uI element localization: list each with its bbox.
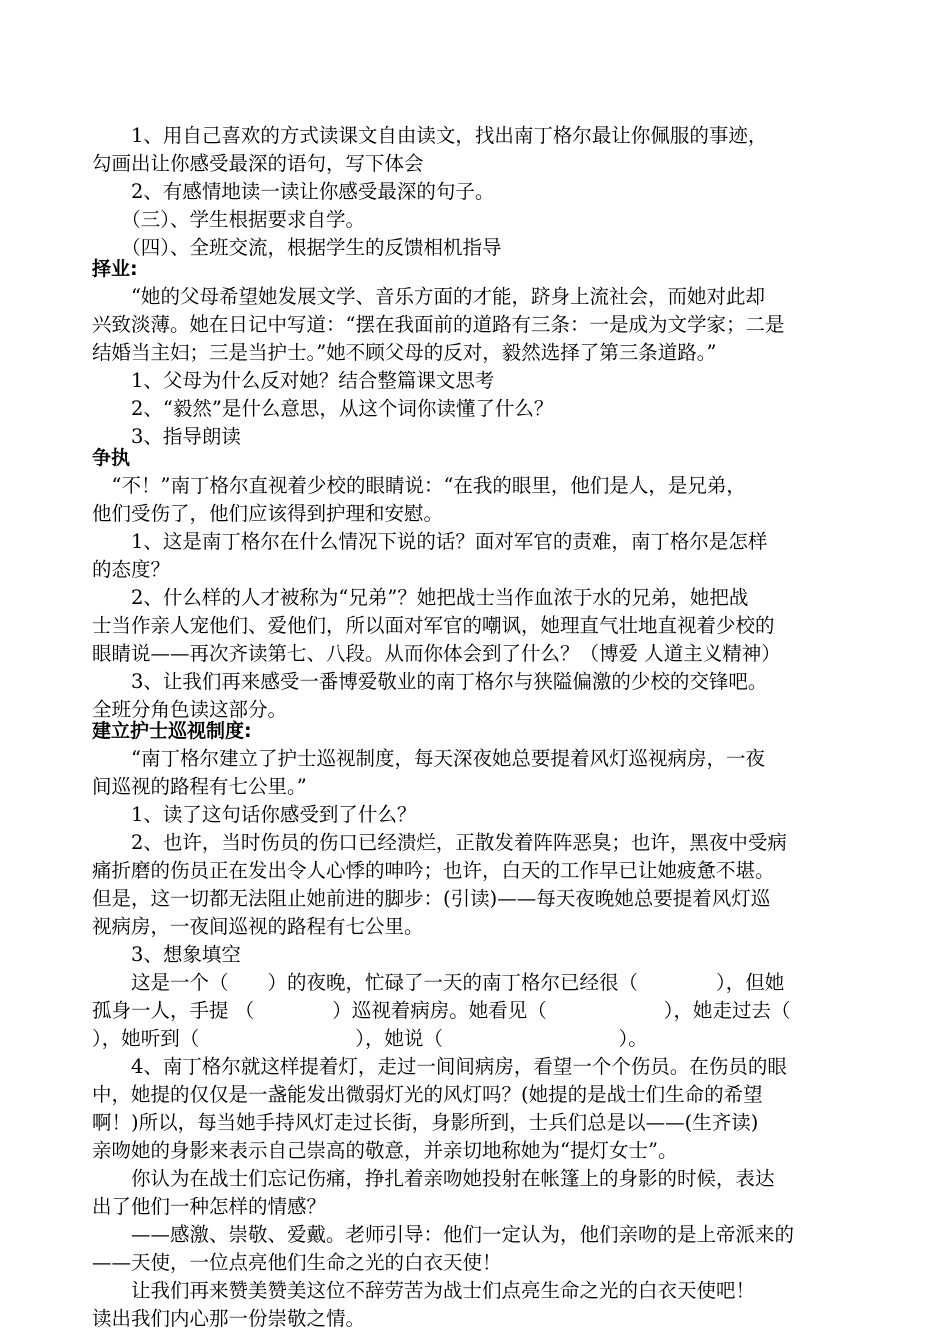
patrol-line-10: 孤身一人，手提 （ ）巡视着病房。她看见（ ），她走过去（ [92, 999, 791, 1022]
intro-line-3: 2、有感情地读一读让你感受最深的句子。 [92, 180, 495, 203]
dispute-line-5: 2、什么样的人才被称为“兄弟”？她把战士当作血浓于水的兄弟，她把战 [92, 586, 749, 609]
career-line-2: 兴致淡薄。她在日记中写道：“摆在我面前的道路有三条：一是成为文学家；二是 [92, 313, 785, 336]
patrol-line-19: ——天使，一位点亮他们生命之光的白衣天使！ [92, 1251, 502, 1274]
intro-line-1: 1、用自己喜欢的方式读课文自由读文，找出南丁格尔最让你佩服的事迹， [92, 124, 768, 147]
dispute-line-4: 的态度？ [92, 558, 171, 581]
section-heading-career: 择业: [92, 258, 138, 280]
dispute-line-9: 全班分角色读这部分。 [92, 698, 288, 721]
career-line-6: 3、指导朗读 [92, 425, 241, 448]
patrol-line-15: 亲吻她的身影来表示自己崇高的敬意，并亲切地称她为“提灯女士”。 [92, 1139, 678, 1162]
dispute-line-8: 3、让我们再来感受一番博爱敬业的南丁格尔与狭隘偏激的少校的交锋吧。 [92, 670, 768, 693]
patrol-line-8: 3、想象填空 [92, 943, 241, 966]
patrol-line-9: 这是一个（ ）的夜晚，忙碌了一天的南丁格尔已经很（ ），但她 [92, 971, 785, 994]
career-line-3: 结婚当主妇；三是当护士。”她不顾父母的反对，毅然选择了第三条道路。” [92, 341, 717, 364]
patrol-line-5: 痛折磨的伤员正在发出令人心悸的呻吟；也许，白天的工作早已让她疲惫不堪。 [92, 859, 775, 882]
patrol-line-7: 视病房，一夜间巡视的路程有七公里。 [92, 915, 424, 938]
career-line-4: 1、父母为什么反对她？结合整篇课文思考 [92, 369, 495, 392]
career-line-1: “她的父母希望她发展文学、音乐方面的才能，跻身上流社会，而她对此却 [92, 285, 765, 308]
patrol-line-17: 出了他们一种怎样的情感？ [92, 1195, 327, 1218]
dispute-line-2: 他们受伤了，他们应该得到护理和安慰。 [92, 502, 444, 525]
patrol-line-2: 间巡视的路程有七公里。” [92, 775, 307, 798]
intro-line-5: （四）、全班交流，根据学生的反馈相机指导 [92, 236, 502, 259]
patrol-line-6: 但是，这一切都无法阻止她前进的脚步：(引读)——每天夜晚她总要提着风灯巡 [92, 887, 771, 910]
career-line-5: 2、“毅然”是什么意思，从这个词你读懂了什么？ [92, 397, 554, 420]
patrol-line-4: 2、也许，当时伤员的伤口已经溃烂，正散发着阵阵恶臭；也许，黑夜中受病 [92, 831, 787, 854]
intro-line-4: （三）、学生根据要求自学。 [92, 208, 366, 231]
patrol-line-12: 4、南丁格尔就这样提着灯，走过一间间病房，看望一个个伤员。在伤员的眼 [92, 1055, 787, 1078]
patrol-line-1: “南丁格尔建立了护士巡视制度，每天深夜她总要提着风灯巡视病房，一夜 [92, 747, 765, 770]
section-heading-dispute: 争执 [92, 447, 131, 469]
patrol-line-16: 你认为在战士们忘记伤痛，挣扎着亲吻她投射在帐篷上的身影的时候，表达 [92, 1167, 775, 1190]
patrol-line-20: 让我们再来赞美赞美这位不辞劳苦为战士们点亮生命之光的白衣天使吧！ [92, 1279, 756, 1302]
dispute-line-6: 士当作亲人宠他们、爱他们，所以面对军官的嘲讽，她理直气壮地直视着少校的 [92, 614, 775, 637]
patrol-line-13: 中，她提的仅仅是一盏能发出微弱灯光的风灯吗？(她提的是战士们生命的希望 [92, 1083, 763, 1106]
section-heading-patrol: 建立护士巡视制度: [92, 720, 252, 742]
dispute-line-3: 1、这是南丁格尔在什么情况下说的话？面对军官的责难，南丁格尔是怎样 [92, 530, 768, 553]
patrol-line-21: 读出我们内心那一份崇敬之情。 [92, 1307, 366, 1330]
patrol-line-11: ），她听到（ ），她说（ ）。 [92, 1027, 648, 1050]
patrol-line-18: ——感激、崇敬、爱戴。老师引导：他们一定认为，他们亲吻的是上帝派来的 [92, 1223, 795, 1246]
dispute-line-1: “不！”南丁格尔直视着少校的眼睛说：“在我的眼里，他们是人，是兄弟， [92, 474, 746, 497]
dispute-line-7: 眼睛说——再次齐读第七、八段。从而你体会到了什么？（博爱 人道主义精神） [92, 642, 781, 665]
patrol-line-14: 啊！)所以，每当她手持风灯走过长街，身影所到，士兵们总是以——(生齐读) [92, 1111, 759, 1134]
intro-line-2: 勾画出让你感受最深的语句，写下体会 [92, 152, 424, 175]
patrol-line-3: 1、读了这句话你感受到了什么？ [92, 803, 417, 826]
